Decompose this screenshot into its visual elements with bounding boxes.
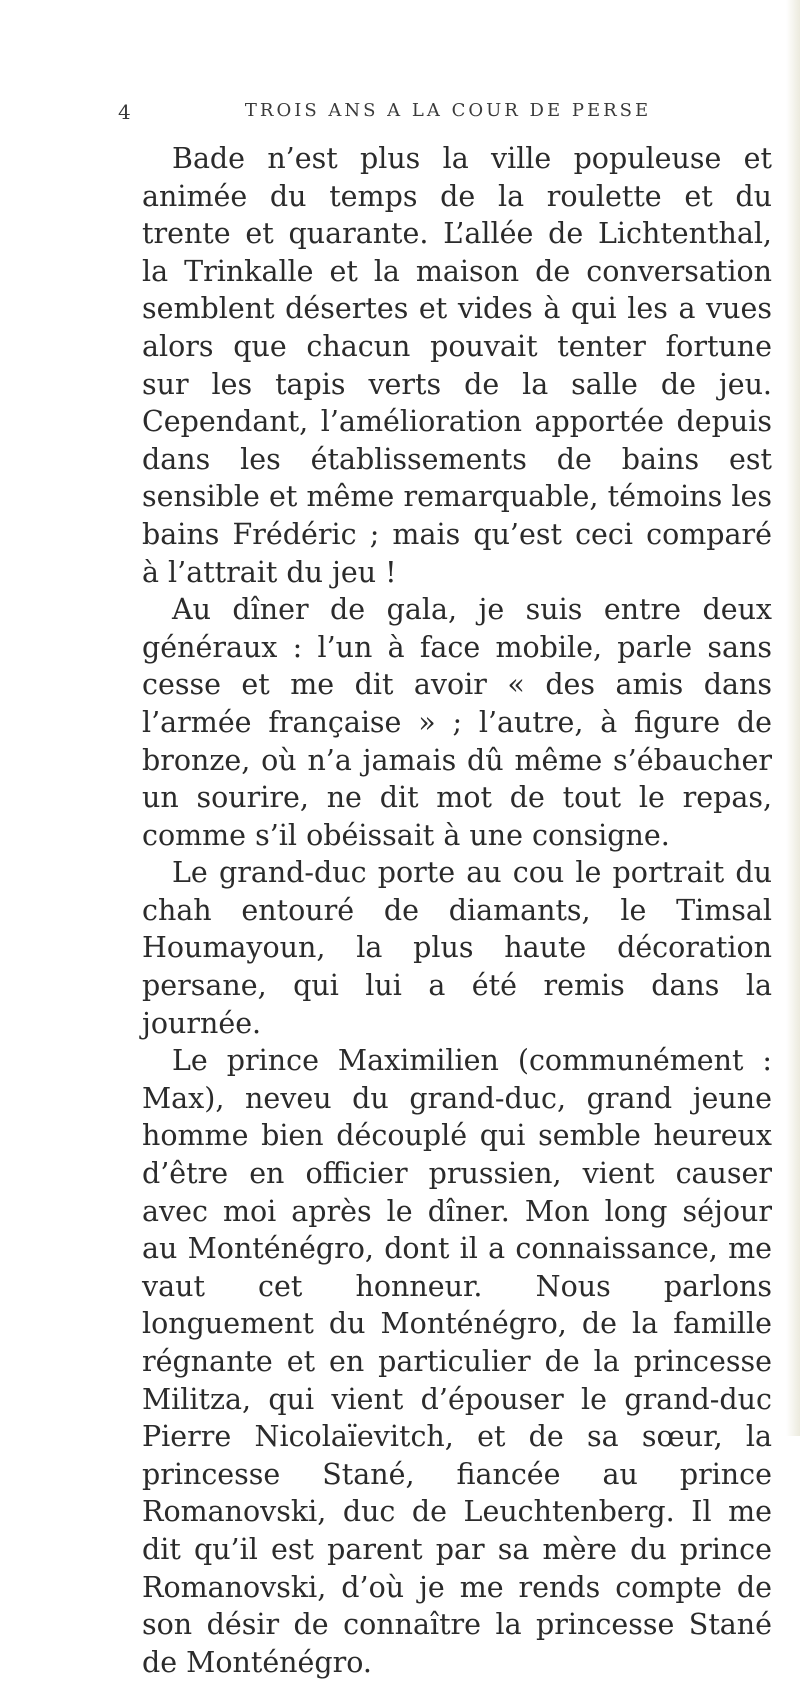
- paragraph: Le grand-duc porte au cou le portrait du chah entouré de diamants, le Timsal Houmayoun, la plus haute décoration persane, qui lui a été remis dans la journée.: [142, 856, 772, 1040]
- page-number: 4: [118, 100, 131, 124]
- body-text: [142, 140, 772, 1681]
- paragraph: Bade n’est plus la ville populeuse et animée du temps de la roulette et du trente et quarante. L’allée de Lichtenthal, la Trinkalle et la maison de conversation semblent désertes et vides à qui les a vues alors que chacun pouvait tenter fortune sur les tapis verts de la salle de jeu. Cependant, l’amélioration apportée depuis dans les établissements de bains est sensible et même remarquable, témoins les bains Frédéric ; mais qu’est ceci comparé à l’attrait du jeu !: [142, 142, 772, 589]
- paragraph: Le prince Maximilien (communément : Max), neveu du grand-duc, grand jeune homme bien découplé qui semble heureux d’être en officier prussien, vient causer avec moi après le dîner. Mon long séjour au Monténégro, dont il a connaissance, me vaut cet honneur. Nous parlons longuement du Monténégro, de la famille régnante et en particulier de la princesse Militza, qui vient d’épouser le grand-duc Pierre Nicolaïevitch, et de sa sœur, la princesse Stané, fiancée au prince Romanovski, duc de Leuchtenberg. Il me dit qu’il est parent par sa mère du prince Romanovski, d’où je me rends compte de son désir de connaître la princesse Stané de Monténégro.: [142, 1044, 772, 1679]
- running-title: TROIS ANS A LA COUR DE PERSE: [244, 100, 652, 121]
- paragraph: Au dîner de gala, je suis entre deux généraux : l’un à face mobile, parle sans cesse et me dit avoir « des amis dans l’armée française » ; l’autre, à figure de bronze, où n’a jamais dû même s’ébaucher un sourire, ne dit mot de tout le repas, comme s’il obéissait à une consigne.: [142, 593, 772, 852]
- page-header: [118, 100, 778, 130]
- page-edge-shadow: [786, 0, 800, 1436]
